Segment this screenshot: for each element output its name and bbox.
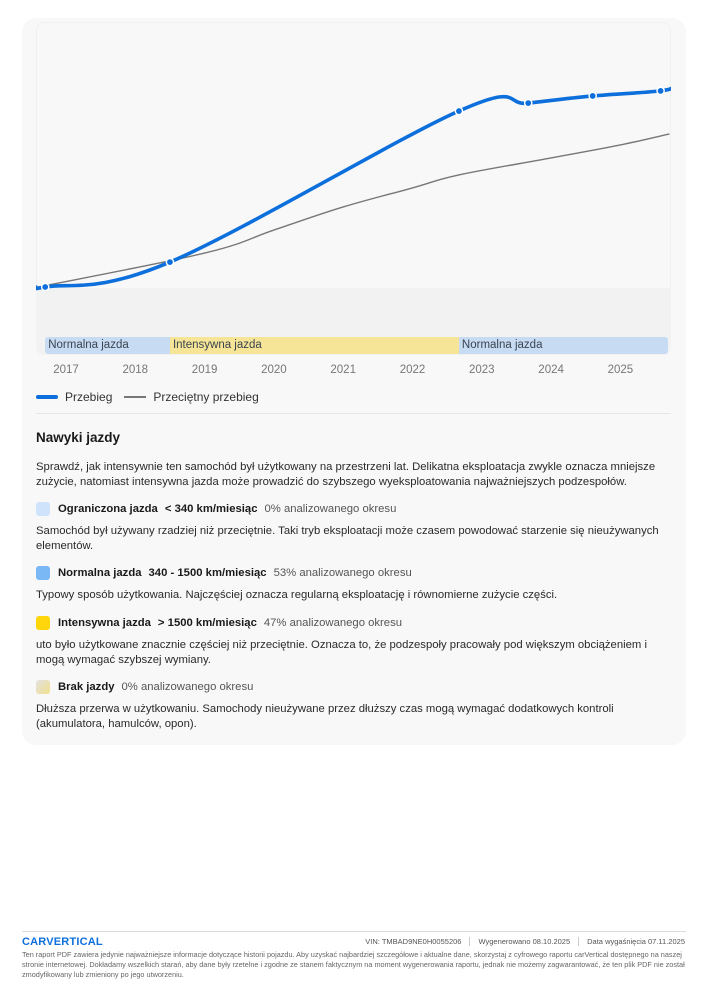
driving-band-intense: Intensywna jazda <box>170 337 459 354</box>
x-tick-label: 2025 <box>607 364 634 376</box>
x-tick-label: 2020 <box>261 364 287 376</box>
habit-name: Brak jazdy <box>58 681 115 693</box>
data-point-przebieg[interactable] <box>589 92 596 99</box>
x-tick-label: 2019 <box>191 364 218 376</box>
x-tick-label: 2021 <box>330 364 356 376</box>
driving-band-normal: Normalna jazda <box>45 337 170 354</box>
driving-band-normal: Normalna jazda <box>459 337 668 354</box>
habit-percent: 0% analizowanego okresu <box>264 503 397 515</box>
legend-label-przecietny: Przeciętny przebieg <box>153 390 259 404</box>
habit-percent: 0% analizowanego okresu <box>121 681 254 693</box>
x-tick-label: 2023 <box>469 364 495 376</box>
legend-swatch-przebieg <box>36 395 58 399</box>
carvertical-logo: CARVERTICAL <box>22 936 103 948</box>
habit-description: Samochód był używany rzadziej niż przeciętnie. Taki tryb eksploatacji może czasem powodować starzenie się nieużywanych elementów. <box>36 525 659 552</box>
expiry-date: Data wygaśnięcia 07.11.2025 <box>587 937 685 946</box>
habit-percent: 53% analizowanego okresu <box>273 567 412 579</box>
x-tick-label: 2024 <box>538 364 564 376</box>
data-point-przebieg[interactable] <box>525 99 532 106</box>
legend-label-przebieg: Przebieg <box>65 390 113 404</box>
habit-range: < 340 km/miesiąc <box>164 503 258 515</box>
mileage-chart <box>0 0 707 420</box>
chart-legend <box>36 390 259 404</box>
habit-name: Ograniczona jazda <box>58 503 158 515</box>
limited-driving-icon <box>36 502 50 516</box>
normal-driving-icon <box>36 566 50 580</box>
data-point-przebieg[interactable] <box>657 87 664 94</box>
section-intro: Sprawdź, jak intensywnie ten samochód był użytkowany na przestrzeni lat. Delikatna eksploatacja zwykle oznacza mniejsze zużycie, natomiast intensywna jazda może prowadzić do szybszego wyeksploatowania najważniejszych podzespołów. <box>36 461 656 488</box>
generated-date: Wygenerowano 08.10.2025 <box>478 937 571 946</box>
series-line-przebieg <box>32 86 675 289</box>
habit-range: > 1500 km/miesiąc <box>157 617 257 629</box>
divider <box>36 413 671 414</box>
section-title: Nawyki jazdy <box>36 430 121 445</box>
x-tick-label: 2018 <box>122 364 149 376</box>
habit-limited <box>36 502 396 516</box>
vin: VIN: TMBAD9NE0H0055206 <box>365 937 462 946</box>
habit-normal <box>36 566 412 580</box>
habit-name: Intensywna jazda <box>58 617 151 629</box>
habit-intense <box>36 616 402 630</box>
footer-divider <box>22 931 686 932</box>
legend-swatch-przecietny <box>124 396 146 398</box>
footer-disclaimer: Ten raport PDF zawiera jedynie najważniejsze informacje dotyczące historii pojazdu. Aby uzyskać najbardziej szczegółowe i aktualne dane, skorzystaj z cyfrowego raportu carVertical dostępnego na naszej stronie internetowej. Dokładamy wszelkich starań, aby dane były rzetelne i zgodne ze stanem faktycznym na moment wygenerowania raportu, jednak nie możemy zagwarantować, że ten plik PDF nie został zmodyfikowany lub zmieniony po jego utworzeniu. <box>22 950 685 979</box>
habit-description: Dłuższa przerwa w użytkowaniu. Samochody nieużywane przez dłuższy czas mogą wymagać dodatkowych kontroli (akumulatora, hamulców, opon). <box>36 703 614 730</box>
habit-none <box>36 680 253 694</box>
data-point-przebieg[interactable] <box>42 283 49 290</box>
habit-range: 340 - 1500 km/miesiąc <box>148 567 267 579</box>
x-tick-label: 2022 <box>399 364 426 376</box>
habit-description: uto było użytkowane znacznie częściej niż przeciętnie. Oznacza to, że podzespoły pracowały pod większym obciążeniem i mogą wymagać szybszej wymiany. <box>36 639 647 666</box>
intense-driving-icon <box>36 616 50 630</box>
habit-description: Typowy sposób użytkowania. Najczęściej oznacza regularną eksploatację i równomierne zużycie części. <box>36 589 558 601</box>
x-tick-label: 2017 <box>53 364 79 376</box>
data-point-przebieg[interactable] <box>166 258 173 265</box>
habit-name: Normalna jazda <box>58 567 142 579</box>
report-meta <box>365 937 685 946</box>
no-driving-icon <box>36 680 50 694</box>
data-point-przebieg[interactable] <box>455 107 462 114</box>
series-line-przecietny-przebieg <box>38 134 669 287</box>
habit-percent: 47% analizowanego okresu <box>263 617 403 629</box>
